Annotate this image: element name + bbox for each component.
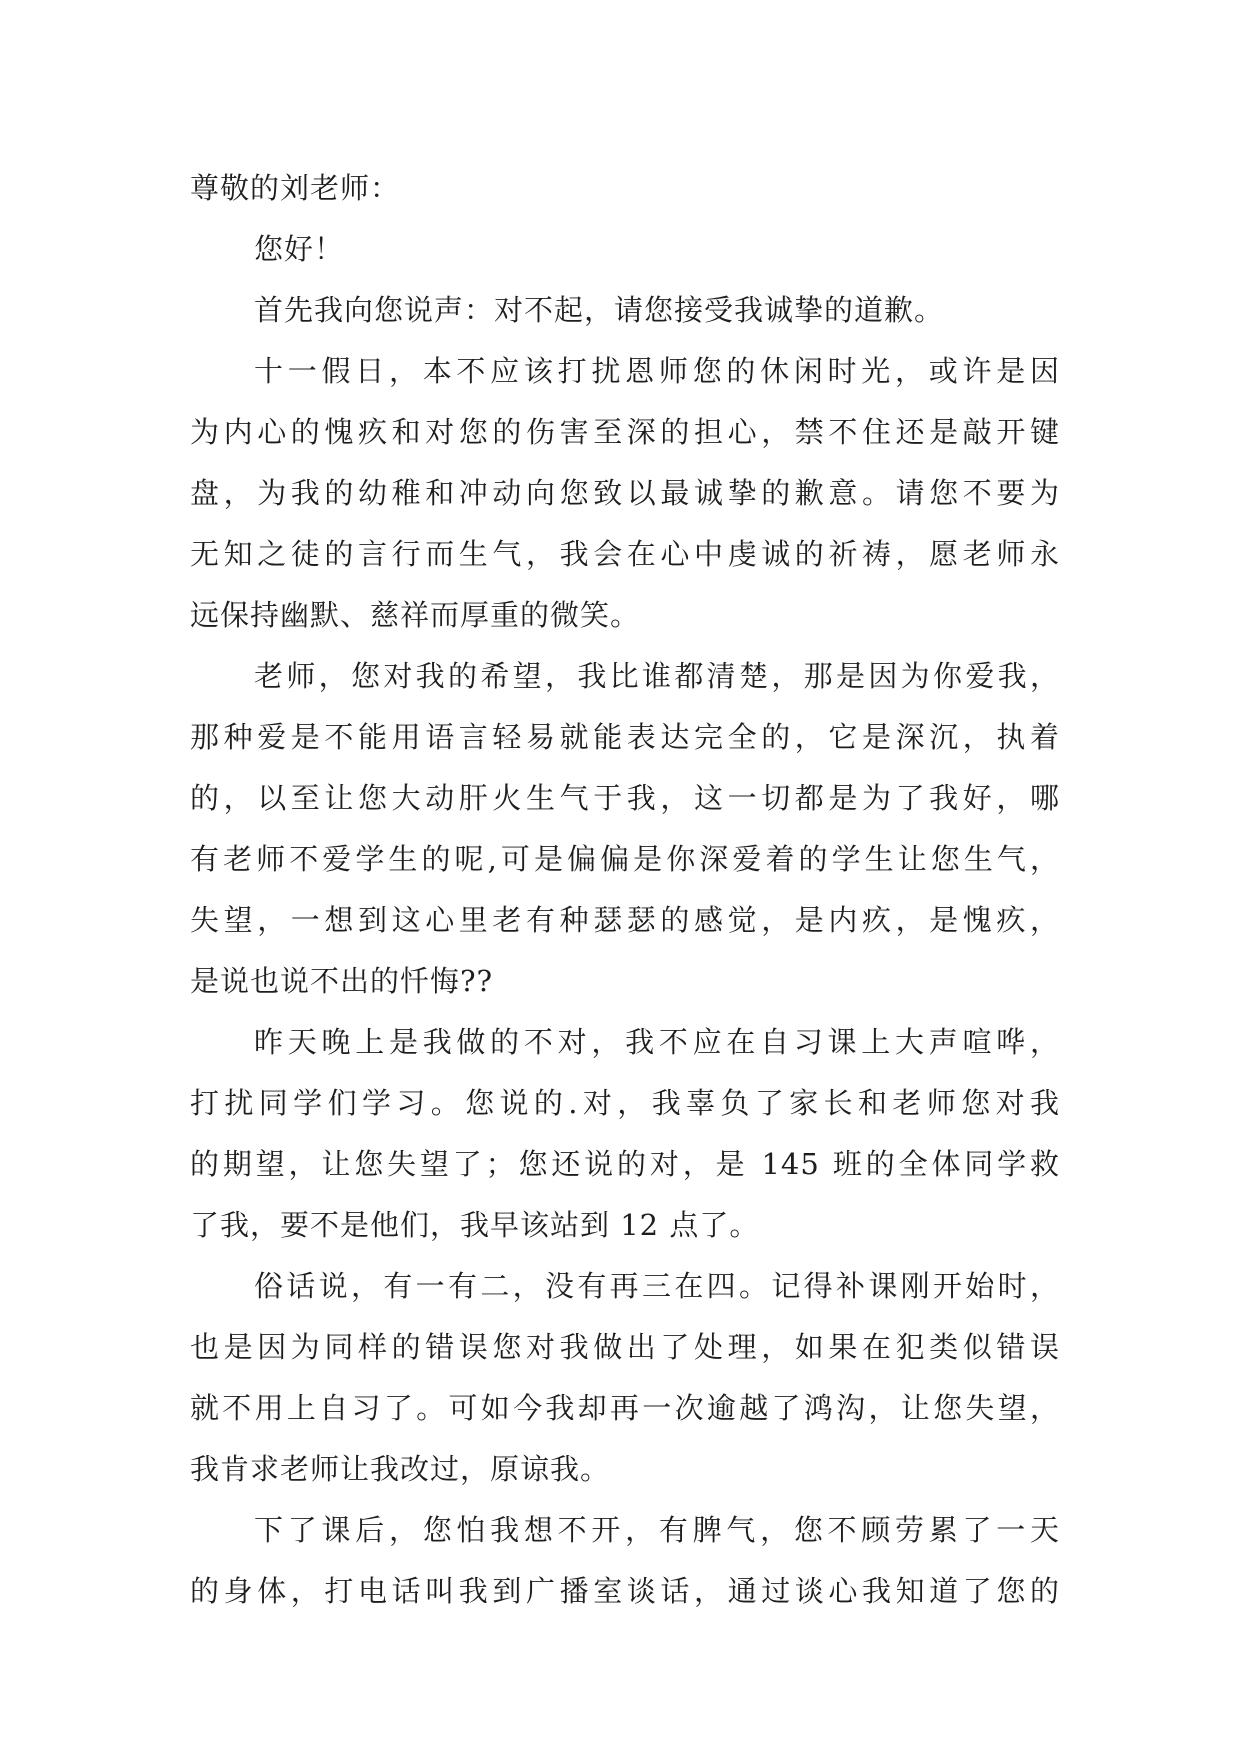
paragraph-1-line-5: 远保持幽默、慈祥而厚重的微笑。: [190, 598, 641, 632]
paragraph-1-line-4: 无知之徒的言行而生气，我会在心中虔诚的祈祷，愿老师永: [190, 537, 1060, 571]
apology-line: 首先我向您说声：对不起，请您接受我诚挚的道歉。: [254, 293, 945, 327]
paragraph-5-line-1: 下了课后，您怕我想不开，有脾气，您不顾劳累了一天: [254, 1513, 1060, 1547]
paragraph-2-line-3: 的，以至让您大动肝火生气于我，这一切都是为了我好，哪: [190, 781, 1060, 815]
paragraph-2-line-2: 那种爱是不能用语言轻易就能表达完全的，它是深沉，执着: [190, 720, 1060, 754]
paragraph-3-line-1: 昨天晚上是我做的不对，我不应在自习课上大声喧哗，: [254, 1025, 1060, 1059]
paragraph-3-line-4: 了我，要不是他们，我早该站到 12 点了。: [190, 1208, 760, 1242]
paragraph-1-line-2: 为内心的愧疚和对您的伤害至深的担心，禁不住还是敲开键: [190, 415, 1060, 449]
greeting-line: 您好！: [254, 232, 345, 266]
paragraph-2-line-1: 老师，您对我的希望，我比谁都清楚，那是因为你爱我，: [254, 659, 1060, 693]
letter-body: [190, 158, 1060, 1622]
salutation: 尊敬的刘老师：: [190, 171, 401, 205]
paragraph-2-line-5: 失望，一想到这心里老有种瑟瑟的感觉，是内疚，是愧疚，: [190, 903, 1060, 937]
paragraph-2-line-6: 是说也说不出的忏悔??: [190, 964, 494, 998]
paragraph-1-line-3: 盘，为我的幼稚和冲动向您致以最诚挚的歉意。请您不要为: [190, 476, 1060, 510]
paragraph-4-line-2: 也是因为同样的错误您对我做出了处理，如果在犯类似错误: [190, 1330, 1060, 1364]
paragraph-3-line-2: 打扰同学们学习。您说的.对，我辜负了家长和老师您对我: [190, 1086, 1060, 1120]
paragraph-5-line-2: 的身体，打电话叫我到广播室谈话，通过谈心我知道了您的: [190, 1574, 1060, 1608]
paragraph-4-line-4: 我肯求老师让我改过，原谅我。: [190, 1452, 611, 1486]
paragraph-1-line-1: 十一假日，本不应该打扰恩师您的休闲时光，或许是因: [254, 354, 1060, 388]
paragraph-3-line-3: 的期望，让您失望了；您还说的对，是 145 班的全体同学救: [190, 1147, 1060, 1181]
paragraph-4-line-3: 就不用上自习了。可如今我却再一次逾越了鸿沟，让您失望，: [190, 1391, 1060, 1425]
paragraph-2-line-4: 有老师不爱学生的呢,可是偏偏是你深爱着的学生让您生气，: [190, 842, 1060, 876]
paragraph-4-line-1: 俗话说，有一有二，没有再三在四。记得补课刚开始时，: [254, 1269, 1060, 1303]
